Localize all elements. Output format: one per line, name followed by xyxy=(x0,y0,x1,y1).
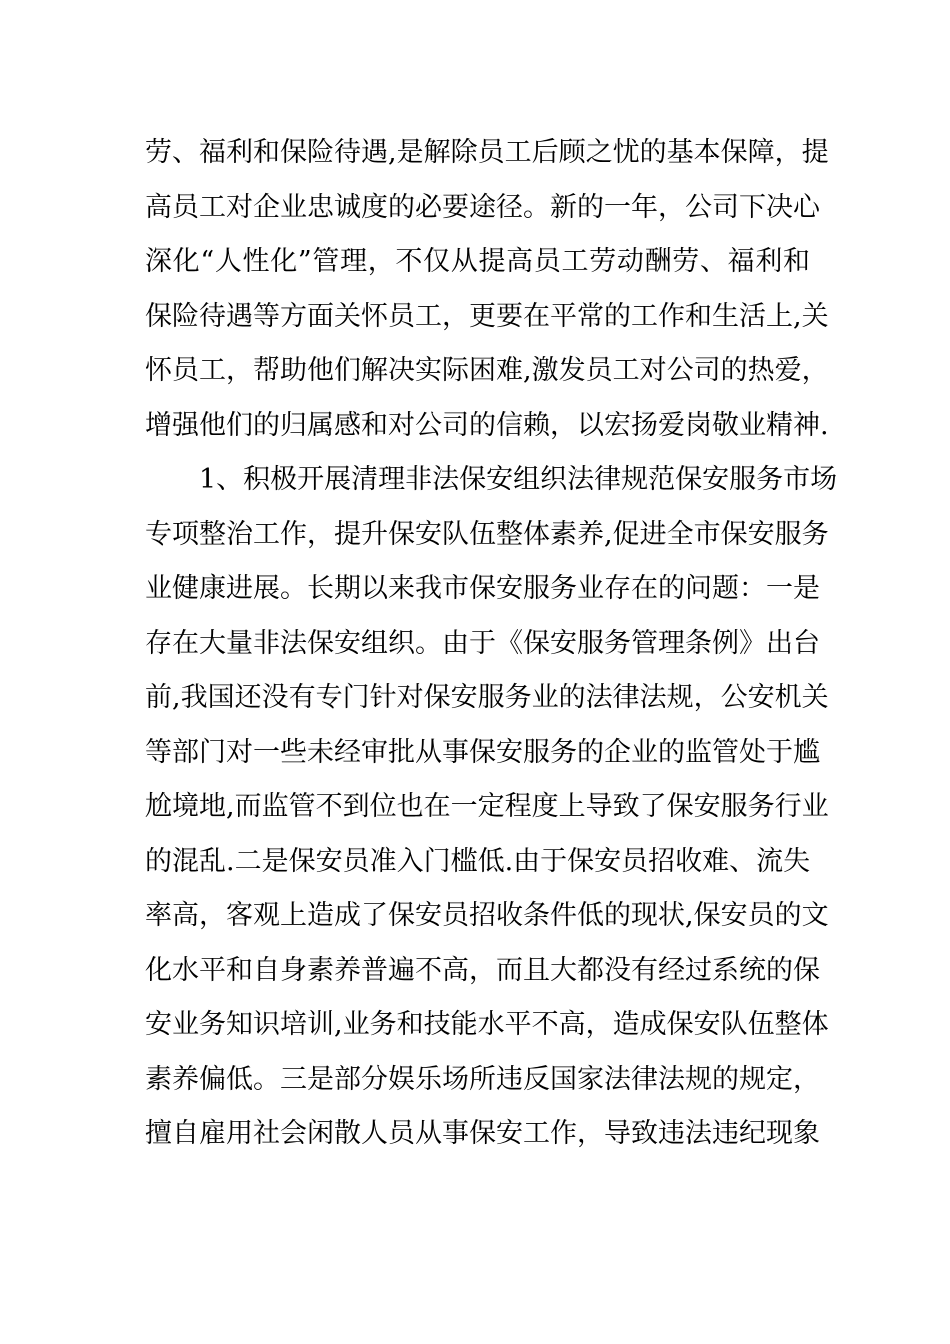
text-line: 1、积极开展清理非法保安组织法律规范保安服务市场 xyxy=(199,464,838,495)
text-line: 尬境地,而监管不到位也在一定程度上导致了保安服务行业 xyxy=(145,791,829,822)
text-line: 化水平和自身素养普遍不高，而且大都没有经过系统的保 xyxy=(145,954,820,986)
text-line: 存在大量非法保安组织。由于《保安服务管理条例》出台 xyxy=(145,627,820,659)
text-line: 业健康进展。长期以来我市保安服务业存在的问题：一是 xyxy=(145,573,820,604)
text-line: 专项整治工作，提升保安队伍整体素养,促进全市保安服务 xyxy=(145,518,829,550)
text-line: 深化“人性化”管理，不仅从提高员工劳动酬劳、福利和 xyxy=(145,246,810,277)
text-line: 增强他们的归属感和对公司的信赖，以宏扬爱岗敬业精神. xyxy=(145,409,829,441)
text-line: 安业务知识培训,业务和技能水平不高，造成保安队伍整体 xyxy=(145,1009,829,1040)
text-line: 前,我国还没有专门针对保安服务业的法律法规，公安机关 xyxy=(145,682,829,713)
text-line: 素养偏低。三是部分娱乐场所违反国家法律法规的规定， xyxy=(145,1063,820,1095)
text-line: 等部门对一些未经审批从事保安服务的企业的监管处于尴 xyxy=(145,736,820,768)
body-text xyxy=(145,131,838,1167)
text-line: 劳、福利和保险待遇,是解除员工后顾之忧的基本保障，提 xyxy=(145,137,829,168)
text-line: 高员工对企业忠诚度的必要途径。新的一年，公司下决心 xyxy=(145,191,820,223)
text-line: 的混乱.二是保安员准入门槛低.由于保安员招收难、流失 xyxy=(145,845,811,877)
paragraph-1 xyxy=(145,131,829,458)
text-line: 率高，客观上造成了保安员招收条件低的现状,保安员的文 xyxy=(145,900,829,931)
paragraph-2 xyxy=(145,458,838,1167)
text-line: 保险待遇等方面关怀员工，更要在平常的工作和生活上,关 xyxy=(145,300,829,332)
text-line: 擅自雇用社会闲散人员从事保安工作，导致违法违纪现象 xyxy=(145,1118,820,1149)
text-line: 怀员工，帮助他们解决实际困难,激发员工对公司的热爱， xyxy=(145,355,829,386)
